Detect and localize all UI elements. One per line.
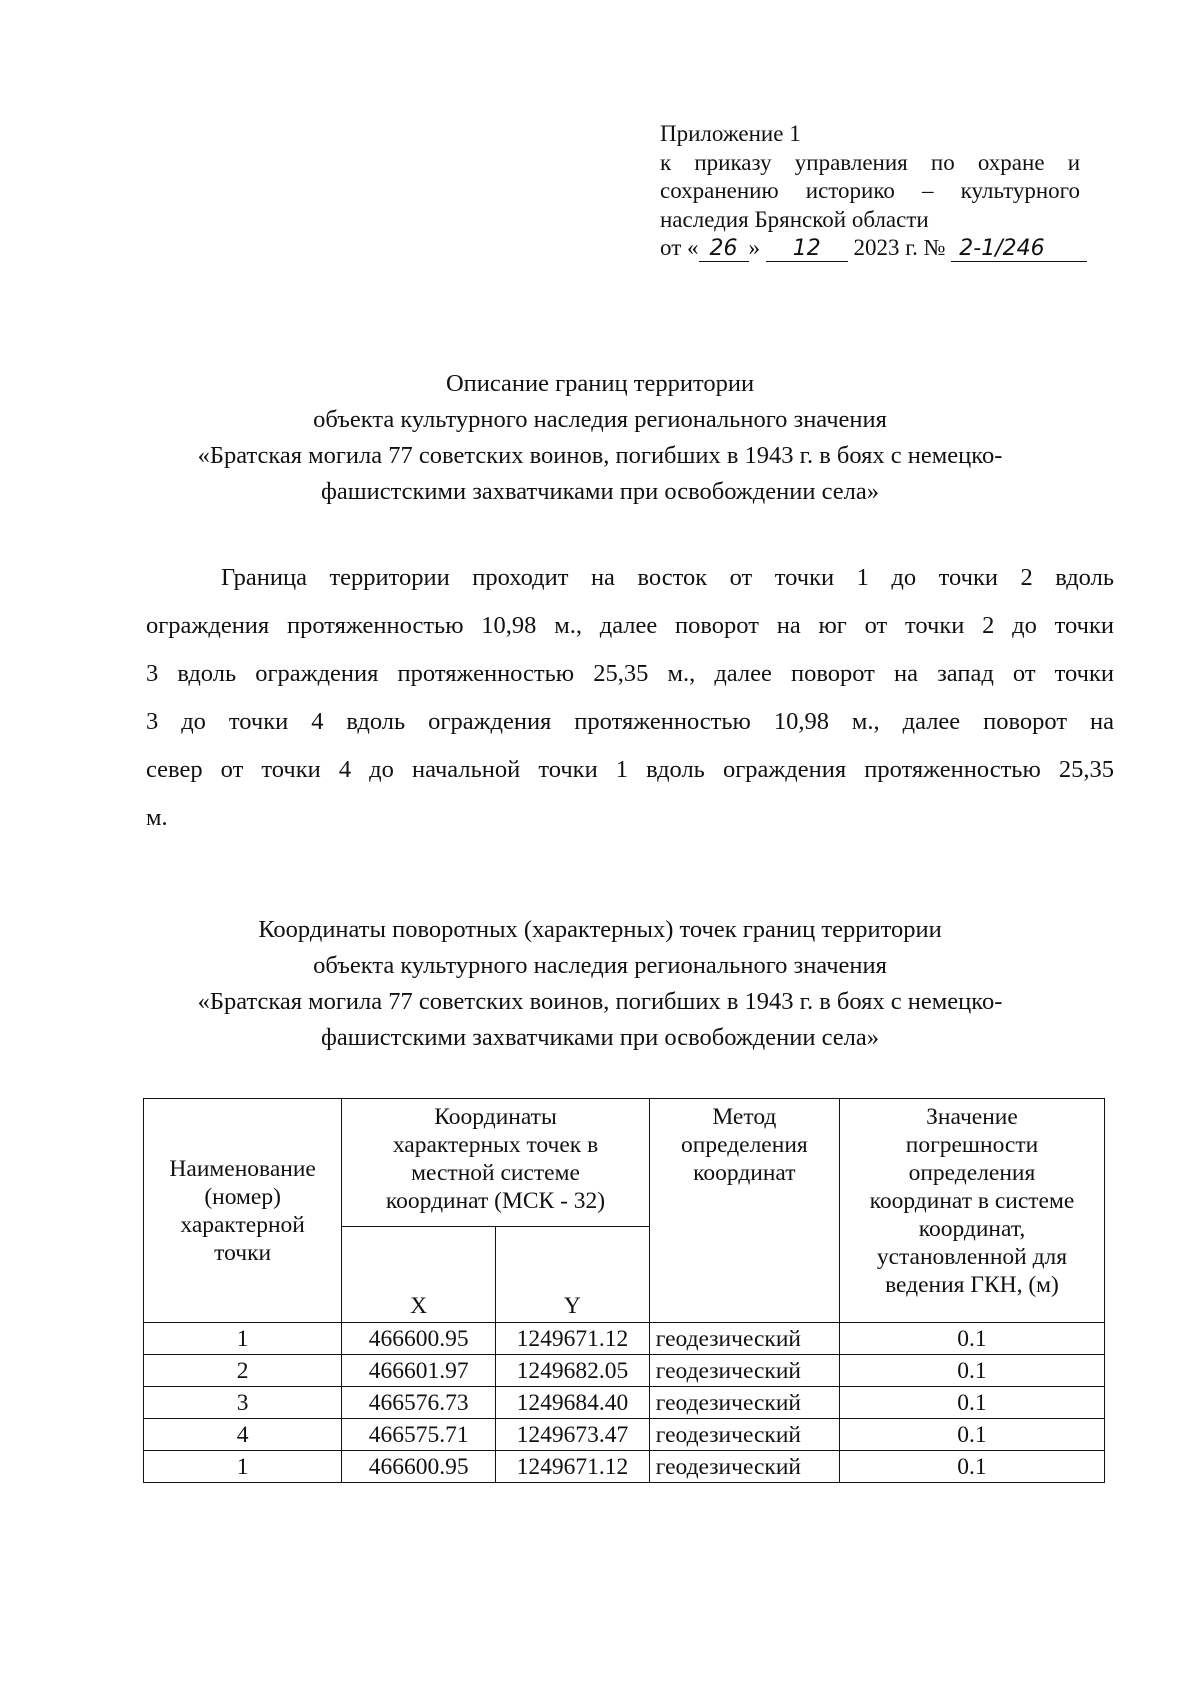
header-text: погрешности bbox=[905, 1132, 1039, 1158]
cell-error: 0.1 bbox=[839, 1419, 1104, 1451]
cell-point: 3 bbox=[144, 1387, 342, 1419]
date-mid: » bbox=[748, 235, 760, 260]
header-error bbox=[839, 1099, 1104, 1323]
header-point-name bbox=[144, 1099, 342, 1323]
cell-y: 1249673.47 bbox=[496, 1419, 650, 1451]
table-row bbox=[144, 1387, 1105, 1419]
header-text: координат, bbox=[918, 1216, 1026, 1242]
header-text: (номер) bbox=[204, 1183, 281, 1210]
appendix-block bbox=[660, 120, 1080, 263]
table-row bbox=[144, 1323, 1105, 1355]
date-prefix: от « bbox=[660, 235, 699, 260]
header-method bbox=[649, 1099, 839, 1323]
cell-method: геодезический bbox=[649, 1419, 839, 1451]
header-text: Значение bbox=[926, 1104, 1018, 1130]
table-row bbox=[144, 1451, 1105, 1483]
boundary-description-paragraph bbox=[146, 554, 1114, 842]
header-x: X bbox=[342, 1227, 496, 1323]
header-text: определения bbox=[908, 1160, 1036, 1186]
header-text: координат в системе bbox=[869, 1188, 1075, 1214]
header-text: определения bbox=[681, 1132, 808, 1158]
appendix-line-3: наследия Брянской области bbox=[660, 206, 929, 232]
header-text: Координаты bbox=[434, 1104, 557, 1130]
header-text: координат (МСК - 32) bbox=[385, 1188, 606, 1214]
cell-y: 1249671.12 bbox=[496, 1451, 650, 1483]
table-header-row bbox=[144, 1099, 1105, 1227]
header-text: Наименование bbox=[169, 1155, 316, 1182]
cell-point: 1 bbox=[144, 1451, 342, 1483]
cell-y: 1249671.12 bbox=[496, 1323, 650, 1355]
header-text: характерной bbox=[180, 1211, 305, 1238]
cell-point: 4 bbox=[144, 1419, 342, 1451]
handwritten-order-number: 2-1/246 bbox=[951, 237, 1087, 262]
header-text: точки bbox=[214, 1239, 272, 1266]
paragraph-line: Граница территории проходит на восток от точки 1 до точки 2 вдоль bbox=[221, 564, 1114, 591]
cell-x: 466601.97 bbox=[342, 1355, 496, 1387]
cell-x: 466600.95 bbox=[342, 1451, 496, 1483]
paragraph-line: север от точки 4 до начальной точки 1 вдоль ограждения протяженностью 25,35 bbox=[146, 756, 1114, 783]
cell-error: 0.1 bbox=[839, 1387, 1104, 1419]
handwritten-month: 12 bbox=[766, 237, 848, 262]
heading1-line: фашистскими захватчиками при освобождении села» bbox=[320, 478, 880, 505]
cell-point: 1 bbox=[144, 1323, 342, 1355]
paragraph-line: 3 вдоль ограждения протяженностью 25,35 м., далее поворот на запад от точки bbox=[146, 660, 1114, 687]
header-text: характерных точек в bbox=[392, 1132, 599, 1158]
cell-error: 0.1 bbox=[839, 1451, 1104, 1483]
header-text: ведения ГКН, (м) bbox=[885, 1272, 1059, 1298]
heading2-line: фашистскими захватчиками при освобождении села» bbox=[320, 1024, 880, 1051]
appendix-line-1: к приказу управления по охране и bbox=[660, 149, 1080, 175]
header-text: местной системе bbox=[411, 1160, 580, 1186]
header-text: Метод bbox=[712, 1104, 777, 1130]
header-text: установленной для bbox=[876, 1244, 1068, 1270]
header-coordinates-group bbox=[342, 1099, 650, 1227]
paragraph-line: м. bbox=[146, 804, 168, 831]
boundary-description-heading bbox=[100, 366, 1100, 510]
cell-error: 0.1 bbox=[839, 1323, 1104, 1355]
table-row bbox=[144, 1355, 1105, 1387]
heading1-line: Описание границ территории bbox=[445, 370, 755, 397]
cell-method: геодезический bbox=[649, 1451, 839, 1483]
coordinates-heading bbox=[100, 912, 1100, 1056]
cell-method: геодезический bbox=[649, 1387, 839, 1419]
heading1-line: «Братская могила 77 советских воинов, погибших в 1943 г. в боях с немецко- bbox=[197, 442, 1003, 469]
header-y: Y bbox=[496, 1227, 650, 1323]
cell-point: 2 bbox=[144, 1355, 342, 1387]
table-body bbox=[144, 1323, 1105, 1483]
cell-y: 1249684.40 bbox=[496, 1387, 650, 1419]
heading2-line: Координаты поворотных (характерных) точек границ территории bbox=[258, 916, 942, 943]
paragraph-line: ограждения протяженностью 10,98 м., далее поворот на юг от точки 2 до точки bbox=[146, 612, 1114, 639]
cell-method: геодезический bbox=[649, 1355, 839, 1387]
table-row bbox=[144, 1419, 1105, 1451]
appendix-date-line bbox=[660, 234, 1080, 263]
cell-y: 1249682.05 bbox=[496, 1355, 650, 1387]
cell-method: геодезический bbox=[649, 1323, 839, 1355]
handwritten-day: 26 bbox=[699, 237, 749, 262]
heading1-line: объекта культурного наследия регионального значения bbox=[313, 406, 887, 433]
paragraph-line: 3 до точки 4 вдоль ограждения протяженностью 10,98 м., далее поворот на bbox=[146, 708, 1114, 735]
cell-x: 466576.73 bbox=[342, 1387, 496, 1419]
cell-error: 0.1 bbox=[839, 1355, 1104, 1387]
year-text: 2023 г. № bbox=[853, 235, 946, 260]
coordinates-table bbox=[143, 1098, 1105, 1483]
appendix-line-2: сохранению историко – культурного bbox=[660, 178, 1080, 203]
cell-x: 466600.95 bbox=[342, 1323, 496, 1355]
appendix-title: Приложение 1 bbox=[660, 121, 801, 146]
header-text: координат bbox=[693, 1160, 796, 1186]
heading2-line: объекта культурного наследия регионального значения bbox=[313, 952, 887, 979]
heading2-line: «Братская могила 77 советских воинов, погибших в 1943 г. в боях с немецко- bbox=[197, 988, 1003, 1015]
cell-x: 466575.71 bbox=[342, 1419, 496, 1451]
